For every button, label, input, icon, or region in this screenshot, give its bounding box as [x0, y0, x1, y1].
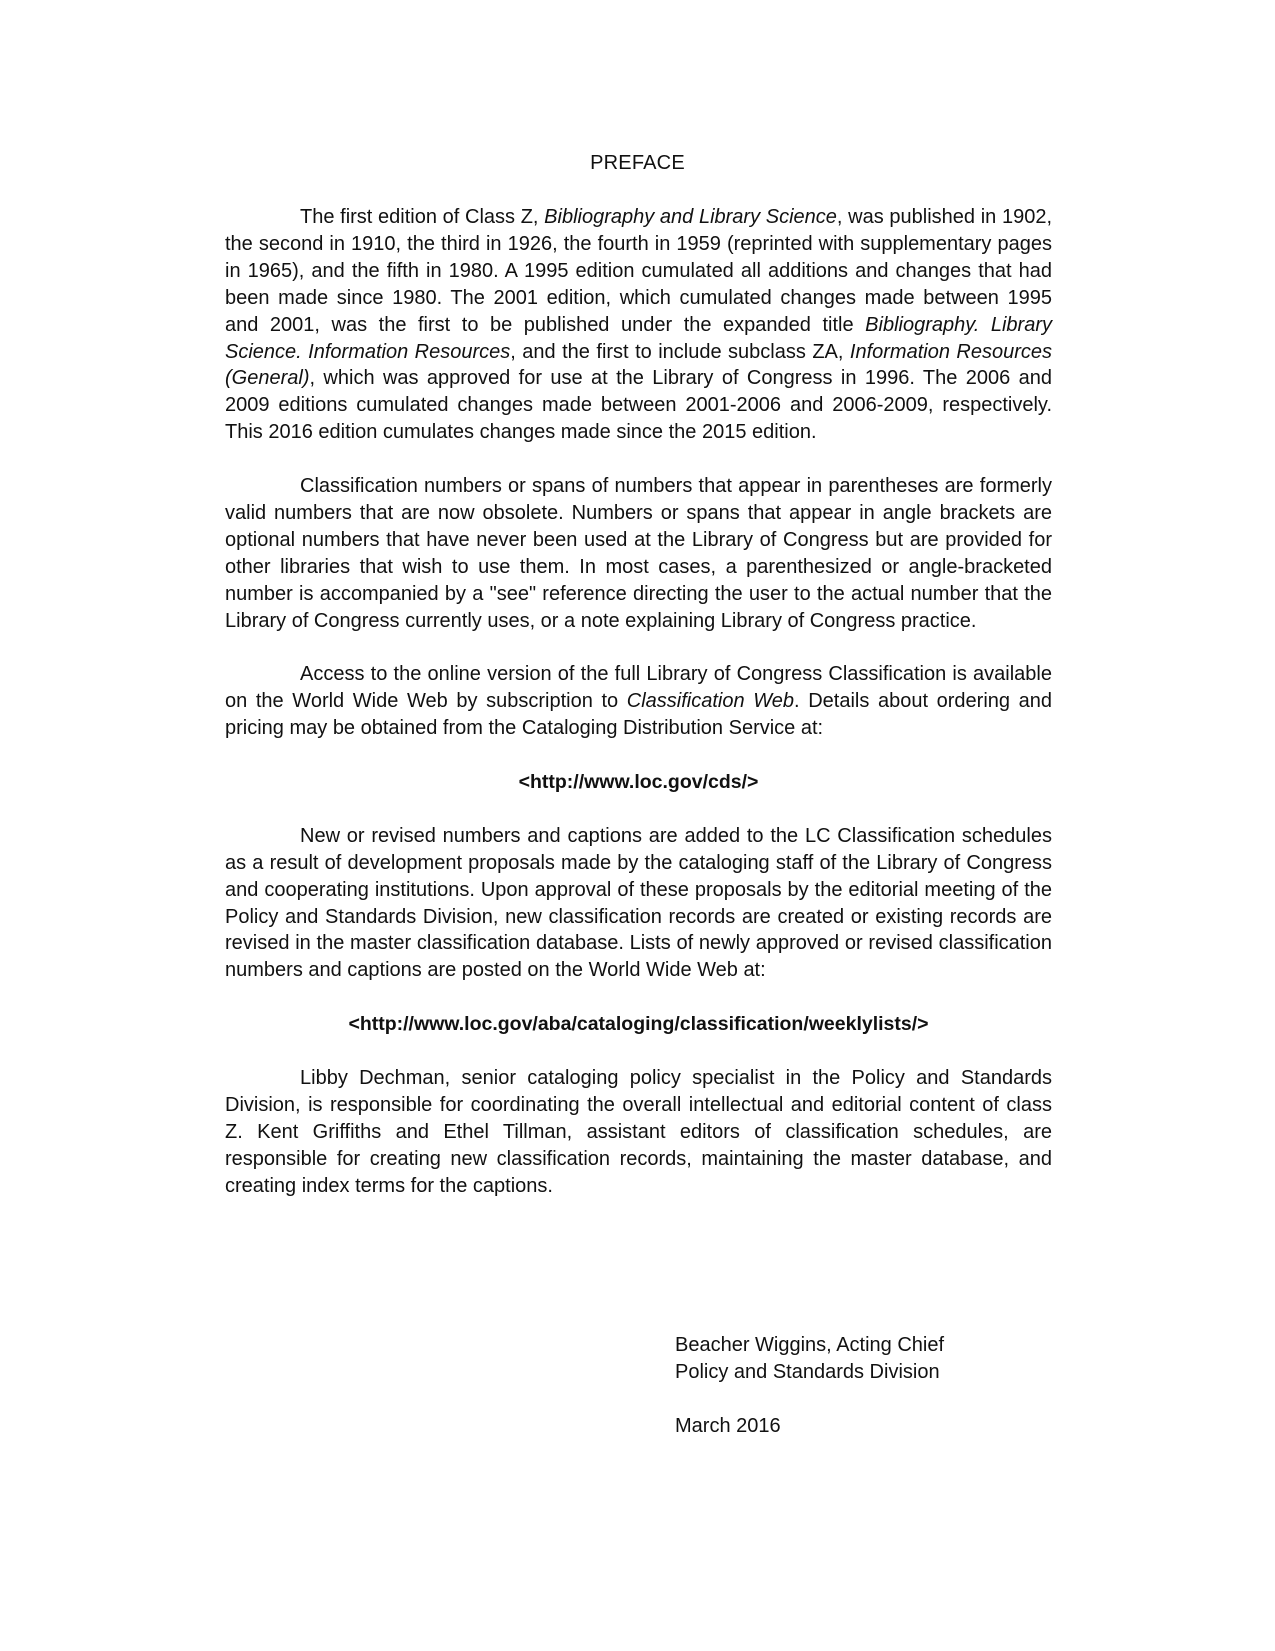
signature-name-title: Beacher Wiggins, Acting Chief: [675, 1334, 945, 1356]
paragraph-edition-history: [225, 204, 1052, 446]
text-segment: , and the first to include subclass ZA,: [510, 340, 850, 363]
url-weekly-lists: <http://www.loc.gov/aba/cataloging/classification/weeklylists/>: [348, 1013, 929, 1036]
italic-title: Classification Web: [626, 690, 795, 713]
url-cds: <http://www.loc.gov/cds/>: [518, 770, 759, 793]
italic-title: Bibliography. Library Science. Information Resources: [225, 313, 1052, 363]
preface-body: [225, 204, 1052, 1226]
text-segment: Access to the online version of the full Library of Congress Classification is available on the World Wide Web by subscription to: [225, 663, 1052, 713]
italic-title: Bibliography and Library Science: [544, 206, 837, 228]
page-title: PREFACE: [590, 152, 685, 174]
signature-division: Policy and Standards Division: [675, 1360, 940, 1383]
paragraph-number-conventions: Classification numbers or spans of numbers that appear in parentheses are formerly valid numbers that are now obsolete. Numbers or spans that appear in angle brackets are optional numbers that have never been used at the Library of Congress but are provided for other libraries that wish to use them. In most cases, a parenthesized or angle-bracketed number is accompanied by a "see" reference directing the user to the actual number that the Library of Congress currently uses, or a note explaining Library of Congress practice.: [225, 475, 1052, 632]
paragraph-responsibilities: Libby Dechman, senior cataloging policy specialist in the Policy and Standards Division, is responsible for coordinating the overall intellectual and editorial content of class Z. Kent Griffiths and Ethel Tillman, assistant editors of classification schedules, are responsible for creating new classification records, maintaining the master database, and creating index terms for the captions.: [225, 1066, 1052, 1197]
text-segment: , which was approved for use at the Library of Congress in 1996. The 2006 and 2009 editions cumulated changes made between 2001-2006 and 2006-2009, respectively. This 2016 edition cumulates changes made since the 2015 edition.: [225, 367, 1052, 444]
paragraph-online-access: [225, 661, 1052, 742]
italic-title: Information Resources (General): [225, 340, 1053, 390]
signature-date: March 2016: [675, 1414, 781, 1437]
signature-block: [675, 1332, 944, 1440]
text-segment: The first edition of Class Z,: [300, 206, 545, 228]
text-segment: . Details about ordering and pricing may be obtained from the Cataloging Distribution Service at:: [225, 690, 1053, 740]
paragraph-revisions: New or revised numbers and captions are added to the LC Classification schedules as a result of development proposals made by the cataloging staff of the Library of Congress and cooperating institutions. Upon approval of these proposals by the editorial meeting of the Policy and Standards Division, new classification records are created or existing records are revised in the master classification database. Lists of newly approved or revised classification numbers and captions are posted on the World Wide Web at:: [225, 824, 1052, 982]
text-segment: , was published in 1902, the second in 1910, the third in 1926, the fourth in 1959 (reprinted with supplementary pages in 1965), and the fifth in 1980. A 1995 edition cumulated all additions and changes that had been made since 1980. The 2001 edition, which cumulated changes made between 1995 and 2001, was the first to be published under the expanded title: [225, 206, 1052, 336]
